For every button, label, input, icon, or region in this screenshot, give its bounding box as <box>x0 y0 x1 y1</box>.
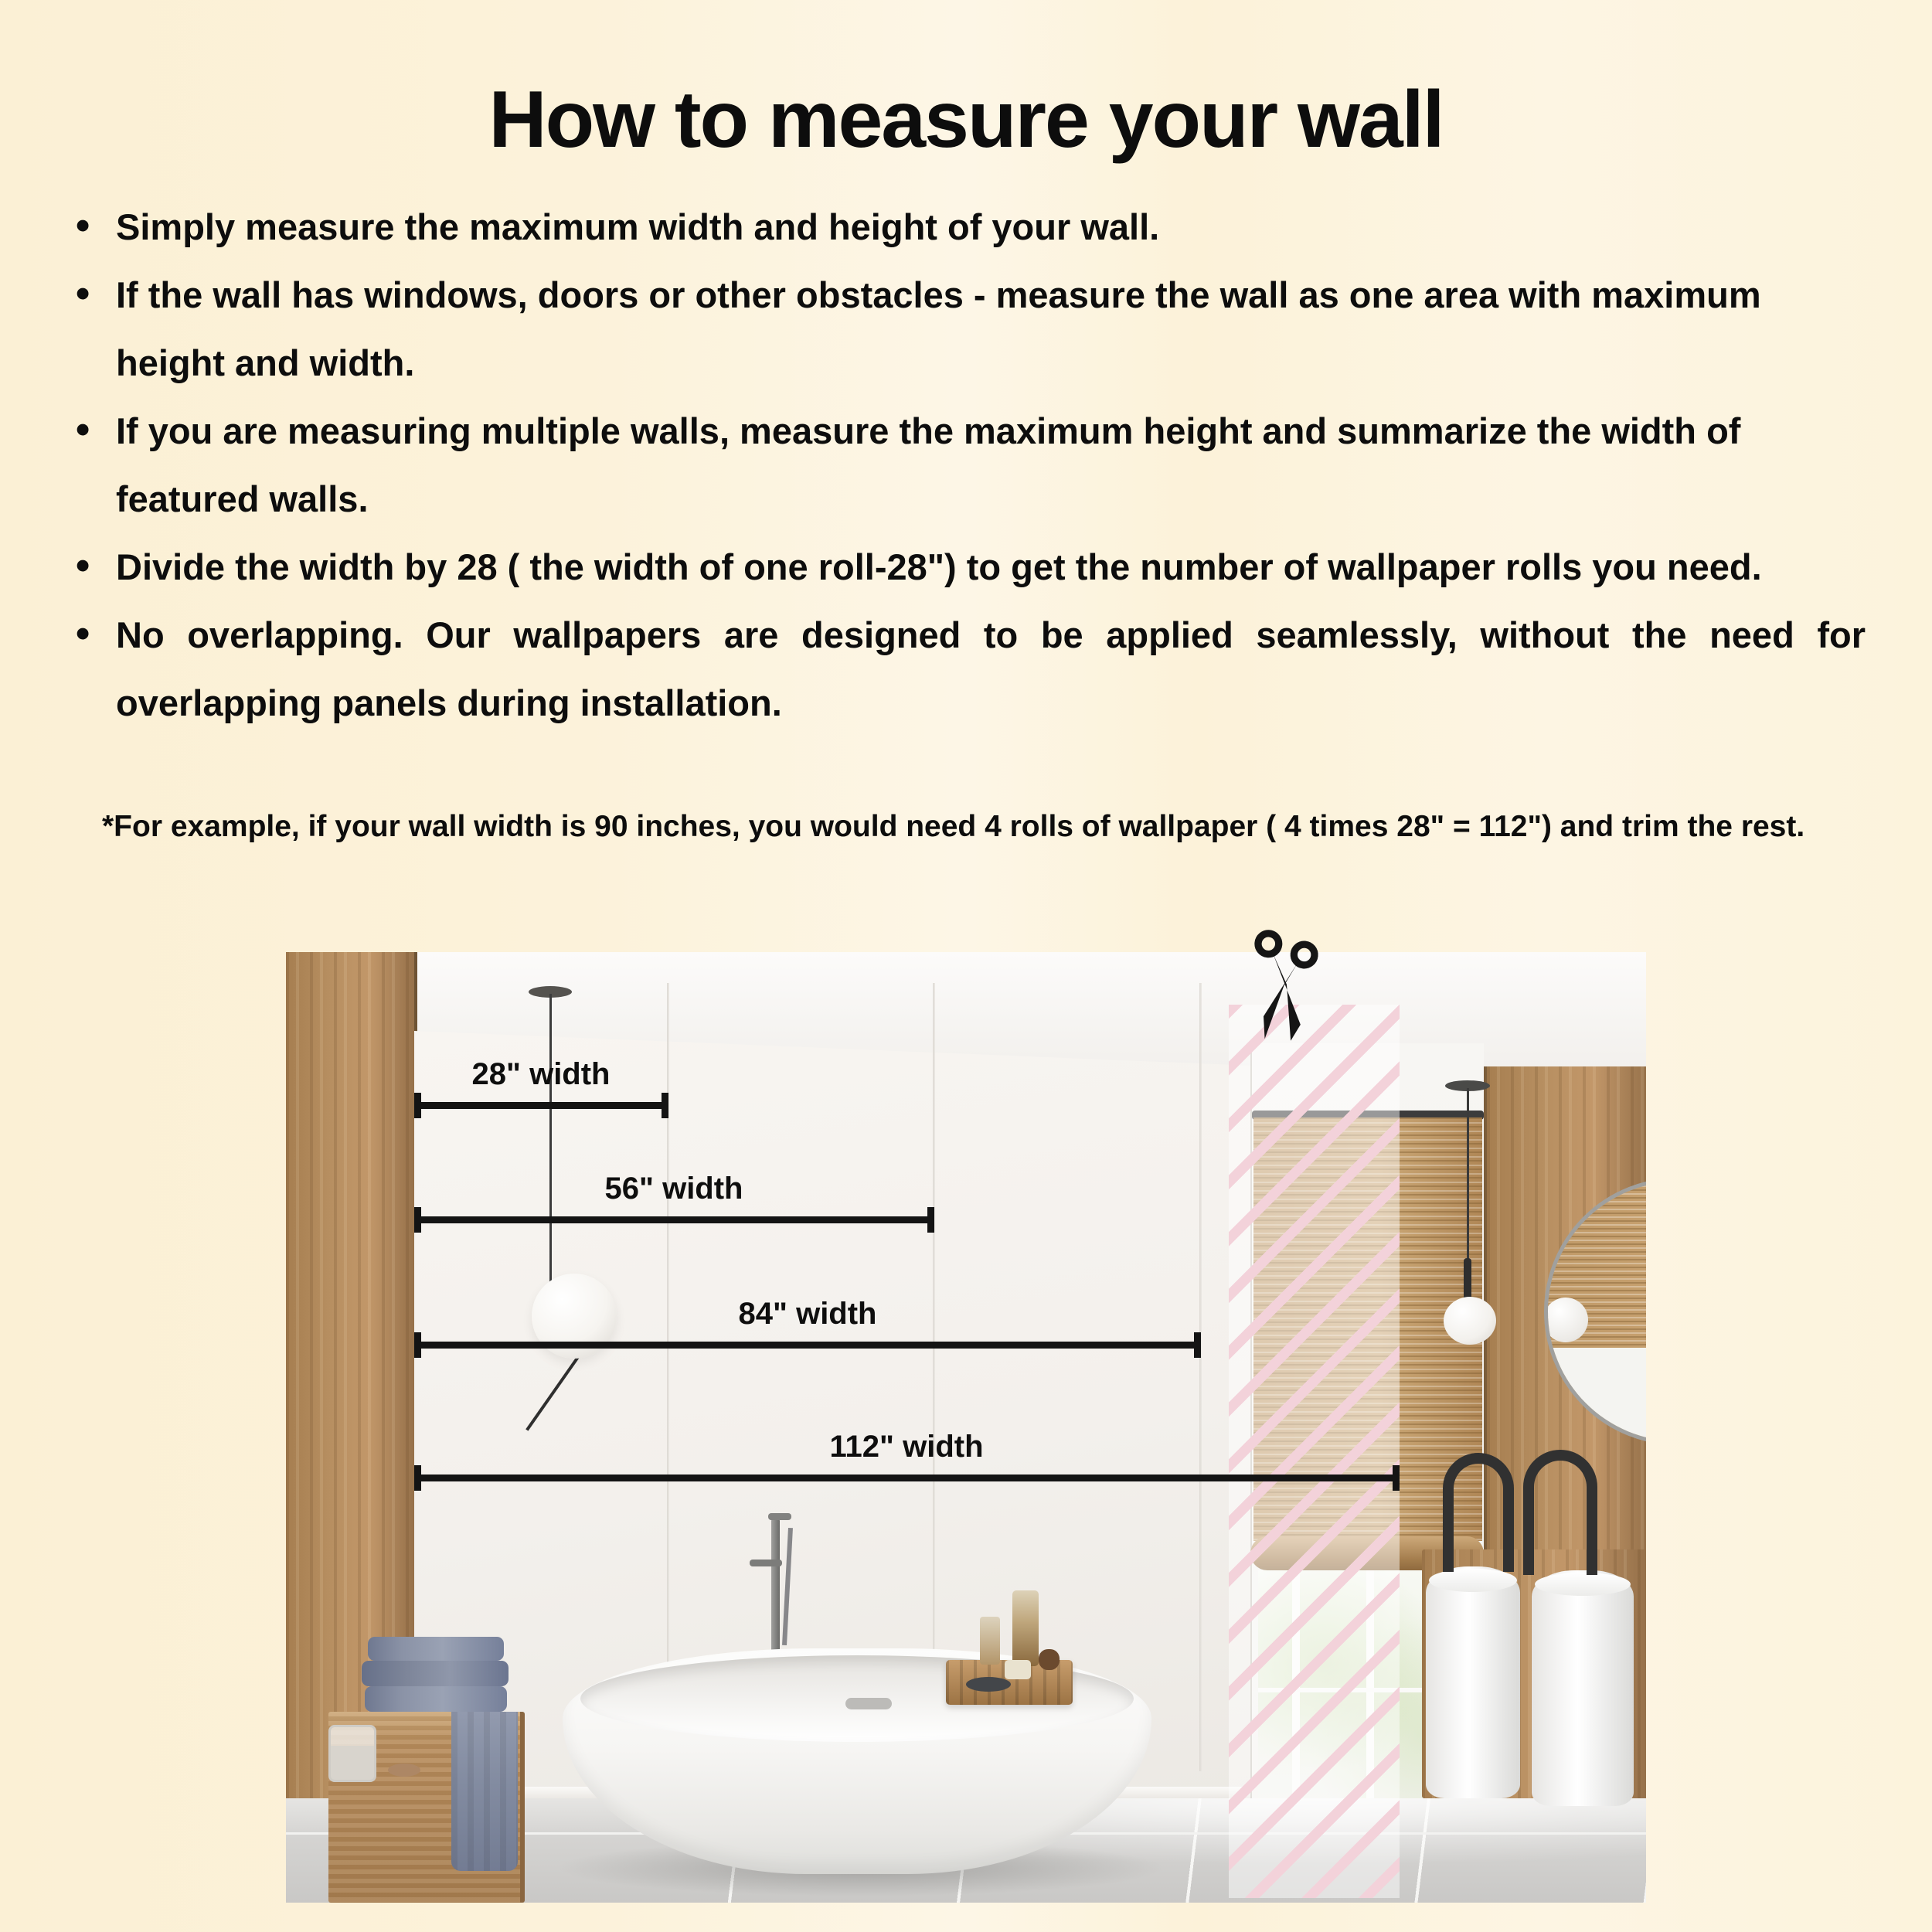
folded-towel <box>365 1686 507 1712</box>
folded-towel <box>368 1637 504 1661</box>
pedestal-sink <box>1532 1570 1634 1806</box>
mirror-lower-reflection <box>1548 1348 1646 1441</box>
measure-line <box>416 1342 1199 1349</box>
pinecone <box>1039 1649 1060 1670</box>
candle-dish <box>966 1677 1011 1692</box>
bath-faucet-cap <box>768 1513 791 1520</box>
pendant-cord <box>549 994 552 1291</box>
measure-line <box>416 1216 933 1223</box>
round-mirror <box>1544 1178 1646 1445</box>
bathtub-overflow-drain <box>845 1698 892 1709</box>
mirror-lamp-reflection <box>1544 1298 1588 1342</box>
instruction-list <box>71 193 1866 737</box>
instruction-item: • No overlapping. Our wallpapers are designed to be applied seamlessly, without the need for overlapping panels during installation. <box>71 601 1866 737</box>
bath-faucet <box>771 1519 780 1654</box>
measure-line <box>416 1475 1398 1481</box>
bath-faucet-spout <box>750 1560 782 1566</box>
pendant-globe-lamp <box>1444 1297 1496 1345</box>
folded-towel <box>362 1661 509 1686</box>
hanging-towel <box>451 1712 518 1871</box>
soap-bar <box>1005 1660 1031 1679</box>
measure-label: 28" width <box>471 1057 611 1091</box>
scissors-icon <box>1233 926 1335 1052</box>
instruction-item: • If the wall has windows, doors or other obstacles - measure the wall as one area with maximum height and width. <box>71 261 1866 397</box>
sink-faucet <box>1443 1453 1514 1572</box>
wallpaper-seam <box>1199 983 1202 1771</box>
measure-label: 84" width <box>738 1297 877 1331</box>
candle <box>1012 1590 1039 1666</box>
measure-label: 56" width <box>604 1172 743 1206</box>
candle <box>980 1617 1000 1665</box>
room-photo <box>286 952 1646 1903</box>
pedestal-sink <box>1426 1566 1520 1798</box>
instruction-item: • If you are measuring multiple walls, measure the maximum height and summarize the width of featured walls. <box>71 397 1866 533</box>
instruction-item: • Divide the width by 28 ( the width of one roll-28") to get the number of wallpaper rolls you need. <box>71 533 1866 601</box>
measure-label: 112" width <box>829 1430 984 1464</box>
trim-area-hatch-overlay <box>1229 1005 1400 1898</box>
measure-line <box>416 1102 667 1109</box>
page-title: How to measure your wall <box>488 74 1444 165</box>
instruction-item: • Simply measure the maximum width and height of your wall. <box>71 193 1866 261</box>
pumice-stone <box>388 1764 420 1777</box>
sink-faucet <box>1523 1450 1597 1575</box>
bath-salts-jar <box>328 1725 376 1782</box>
footnote: *For example, if your wall width is 90 inches, you would need 4 rolls of wallpaper ( 4 times 28" = 112") and trim the rest. <box>102 810 1805 843</box>
